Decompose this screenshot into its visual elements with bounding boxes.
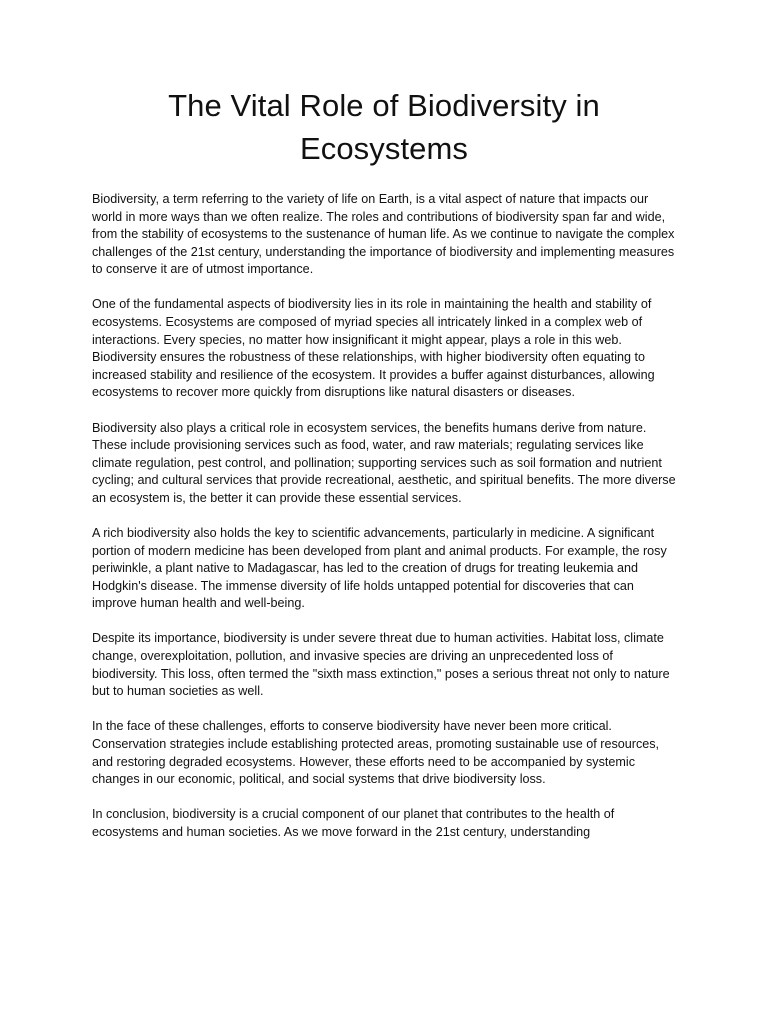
- paragraph-conclusion: In conclusion, biodiversity is a crucial component of our planet that contributes to the health of ecosystems and human societies. As we move forward in the 21st century, understanding: [92, 807, 615, 839]
- paragraph-ecosystem-services: Biodiversity also plays a critical role in ecosystem services, the benefits humans derive from nature. These include provisioning services such as food, water, and raw materials; regulating services like climate regulation, pest control, and pollination; supporting services such as soil formation and nutrient cycling; and cultural services that provide recreational, aesthetic, and spiritual benefits. The more diverse an ecosystem is, the better it can provide these essential services.: [92, 420, 676, 505]
- paragraph-ecosystem-stability: One of the fundamental aspects of biodiversity lies in its role in maintaining the health and stability of ecosystems. Ecosystems are composed of myriad species all intricately linked in a complex web of interactions. Every species, no matter how insignificant it might appear, plays a role in this web. Biodiversity ensures the robustness of these relationships, with higher biodiversity often equating to increased stability and resilience of the ecosystem. It provides a buffer against disturbances, allowing ecosystems to recover more quickly from disruptions like natural disasters or diseases.: [92, 297, 655, 400]
- paragraph-conservation: In the face of these challenges, efforts to conserve biodiversity have never been more critical. Conservation strategies include establishing protected areas, promoting sustainable use of resources, and restoring degraded ecosystems. However, these efforts need to be accompanied by systemic changes in our economic, political, and social systems that drive biodiversity loss.: [92, 719, 660, 787]
- document-body: [92, 191, 676, 841]
- paragraph-threats: Despite its importance, biodiversity is under severe threat due to human activities. Habitat loss, climate change, overexploitation, pollution, and invasive species are driving an unprecedented loss of biodiversity. This loss, often termed the "sixth mass extinction," poses a serious threat not only to nature but to human societies as well.: [92, 631, 670, 699]
- document-title: The Vital Role of Biodiversity in Ecosystems: [168, 88, 600, 166]
- paragraph-intro: Biodiversity, a term referring to the variety of life on Earth, is a vital aspect of nature that impacts our world in more ways than we often realize. The roles and contributions of biodiversity span far and wide, from the stability of ecosystems to the sustenance of human life. As we continue to navigate the complex challenges of the 21st century, understanding the importance of biodiversity and implementing measures to conserve it are of utmost importance.: [92, 192, 675, 277]
- paragraph-medicine: A rich biodiversity also holds the key to scientific advancements, particularly in medicine. A significant portion of modern medicine has been developed from plant and animal products. For example, the rosy periwinkle, a plant native to Madagascar, has led to the creation of drugs for treating leukemia and Hodgkin's disease. The immense diversity of life holds untapped potential for discoveries that can improve human health and well-being.: [92, 526, 667, 611]
